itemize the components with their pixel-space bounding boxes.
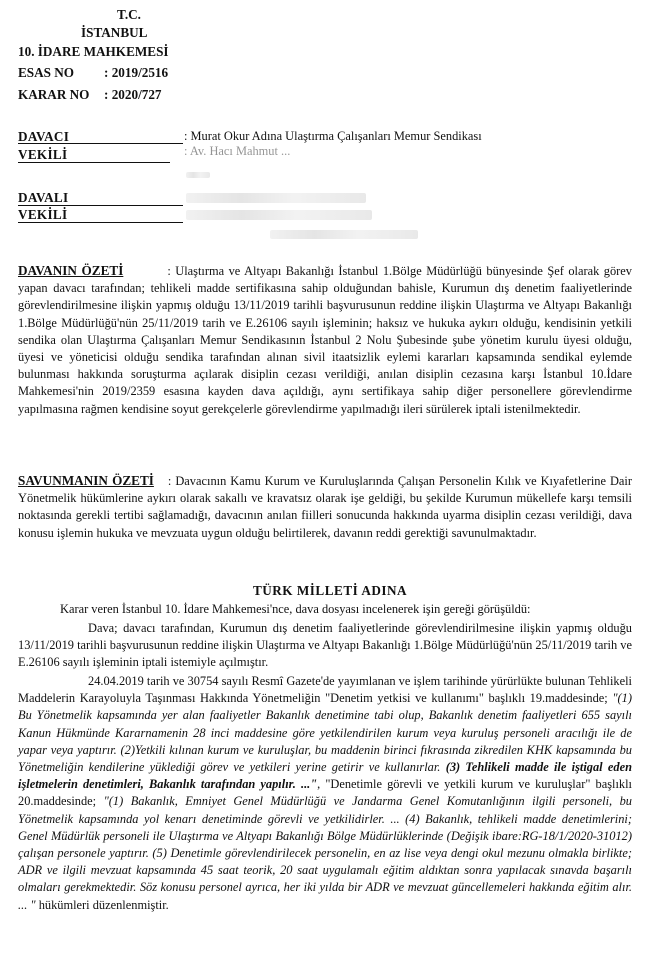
p3-quote-19a: "(1) Bu Yönetmelik kapsamında yer alan faaliyetler Bakanlık denetimine tabi olup, Bakanlık denetim faaliyetleri 655 sayılı Kanun Hükmünde Kararnamenin 28 inci maddesine göre yetkilendirilen kurum veya kuruluş personeli aracılığı ile de yapar veya yaptırır. (2)Yetkili kılınan kurum ve kuruluşlar, bu maddenin birinci fıkrasında zikredilen KHK kapsamında bu Yönetmeliğin kendilerine yüklediği görev ve yetkileri yerine getirir ve kullanırlar.: [18, 691, 632, 775]
savunmanin-ozeti-text: : Davacının Kamu Kurum ve Kuruluşlarında Çalışan Personelin Kılık ve Kıyafetlerine Dair Yönetmelik hükümlerine aykırı olarak sakallı ve kravatsız olarak işe geldiği, bu şekilde Kurumun mükellefe karşı temsili noktasında gerekli tertibi sağlamadığı, davacının anılan fiilleri sonucunda hakkında uyarma disiplin cezası verildiği, dava konusu işlemin hukuka ve mevzuata uygun olduğu belirtilerek, davanın reddi gerektiği savunulmaktadır.: [18, 474, 633, 540]
vekili-underline-2: [18, 222, 183, 223]
header-city: İSTANBUL: [81, 25, 148, 40]
esas-value: : 2019/2516: [104, 65, 169, 80]
header-tc: T.C.: [117, 7, 141, 22]
karar-value: : 2020/727: [104, 87, 162, 102]
davanin-ozeti-paragraph: [18, 262, 632, 418]
davanin-ozeti-text: : Ulaştırma ve Altyapı Bakanlığı İstanbul 1.Bölge Müdürlüğü bünyesinde Şef olarak görev yapan davacı tarafından; tehlikeli madde sertifikasına sahip olduğundan bahisle, Kurumun dış denetim faaliyetlerinde görevlendirilmesine ilişkin yapmış olduğu 13/11/2019 tarihli başvurusunun reddine ilişkin Ulaştırma ve Altyapı Bakanlığı 1.Bölge Müdürlüğü'nün 25/11/2019 tarih ve E.26106 sayılı işleminin; haksız ve hukuka aykırı olduğu, kendisinin yetkili sendika olan Ulaştırma Çalışanları Memur Sendikasının İstanbul 2 Nolu Şubesinde şube yönetim kurulu üyesi olduğu, üyesi ve yöneticisi olduğu sendika tarafından alınan sivil itaatsizlik eylemi kararları kapsamında sendikal eylemde bulunması hakkında soruşturma açılarak disiplin cezası verildiği, anılan disiplin cezasına karşı İstanbul 10.İdare Mahkemesi'nin 2019/2359 esasına kayden dava açıldığı, aynı sertifikaya sahip diğer personellere görevlendirme yapılmasına rağmen kendisine soyut gerekçelerle görevlendirme yapılmadığı ileri sürülerek iptali istenilmektedir.: [18, 264, 633, 416]
vekili-value-1: : Av. Hacı Mahmut ...: [184, 144, 291, 157]
davali-label: DAVALI: [18, 190, 69, 205]
savunmanin-ozeti-label: SAVUNMANIN ÖZETİ: [18, 473, 154, 488]
header-court: 10. İDARE MAHKEMESİ: [18, 44, 169, 59]
esas-label: ESAS NO: [18, 65, 75, 80]
vekili-label-2: VEKİLİ: [18, 207, 68, 222]
p3-end: hükümleri düzenlenmiştir.: [35, 897, 169, 912]
davanin-ozeti-label: DAVANIN ÖZETİ: [18, 263, 124, 278]
karar-label: KARAR NO: [18, 87, 90, 102]
redaction-3: [186, 210, 372, 220]
davaci-label: DAVACI: [18, 129, 70, 144]
davaci-value: : Murat Okur Adına Ulaştırma Çalışanları Memur Sendikası: [184, 129, 482, 143]
redaction-4: [270, 230, 418, 239]
savunmanin-ozeti-paragraph: [18, 472, 632, 542]
vekili-underline-1: [18, 162, 170, 163]
turk-milleti-adina-heading: TÜRK MİLLETİ ADINA: [252, 583, 408, 598]
p3-quote-20: "(1) Bakanlık, Emniyet Genel Müdürlüğü ve Jandarma Genel Komutanlığının ilgili personeli, bu Yönetmelik kapsamında yol kenarı denetiminde görevli ve yetkilidirler. ... (4) Bakanlık, tehlikeli madde denetimlerini; Genel Müdürlük personeli ile Ulaştırma ve Altyapı Bakanlığı Bölge Müdürlüklerinde (Değişik ibare:RG-18/1/2020-31012) çalışan personele yaptırır. (5) Denetimle görevlendirilecek personelin, en az lise veya dengi okul mezunu olmakla birlikte; ADR ve ilgili mevzuat kapsamında 45 saat teorik, 20 saat uygulamalı eğitim aldıktan sonra yapılacak sınavda başarılı olmaları gerekmektedir. Söz konusu personel ayrıca, her iki yılda bir ADR ve mevzuat güncellemeleri hakkında eğitim alır. ... ": [18, 794, 632, 912]
p3-quote-19b: (3) Tehlikeli madde ile iştigal eden işletmelerin denetimleri, Bakanlık tarafından yapılır. ...": [18, 760, 632, 792]
redaction-1: [186, 172, 210, 178]
body-paragraph-1: Karar veren İstanbul 10. İdare Mahkemesi'nce, dava dosyası incelenerek işin gereği görüşüldü:: [60, 602, 531, 616]
davaci-underline: [18, 143, 183, 144]
body-paragraph-2: Dava; davacı tarafından, Kurumun dış denetim faaliyetlerinde görevlendirilmesine ilişkin yapmış olduğu 13/11/2019 tarihli başvurusunun reddine ilişkin Ulaştırma ve Altyapı Bakanlığı 1.Bölge Müdürlüğü'nün 25/11/2019 tarih ve E.26106 sayılı işleminin iptali istemiyle açılmıştır.: [18, 621, 632, 670]
p3-link: , "Denetimle görevli ve yetkili kurum ve kuruluşlar" başlıklı 20.maddesinde;: [18, 777, 632, 809]
vekili-label-1: VEKİLİ: [18, 147, 68, 162]
redaction-2: [186, 193, 366, 203]
body-paragraph-3: [18, 673, 632, 914]
p3-intro: 24.04.2019 tarih ve 30754 sayılı Resmî Gazete'de yayımlanan ve işlem tarihinde yürürlükte bulunan Tehlikeli Maddelerin Karayoluyla Taşınması Hakkında Yönetmeliğin "Denetim yetkisi ve kullanımı" başlıklı 19.maddesinde;: [18, 674, 632, 706]
